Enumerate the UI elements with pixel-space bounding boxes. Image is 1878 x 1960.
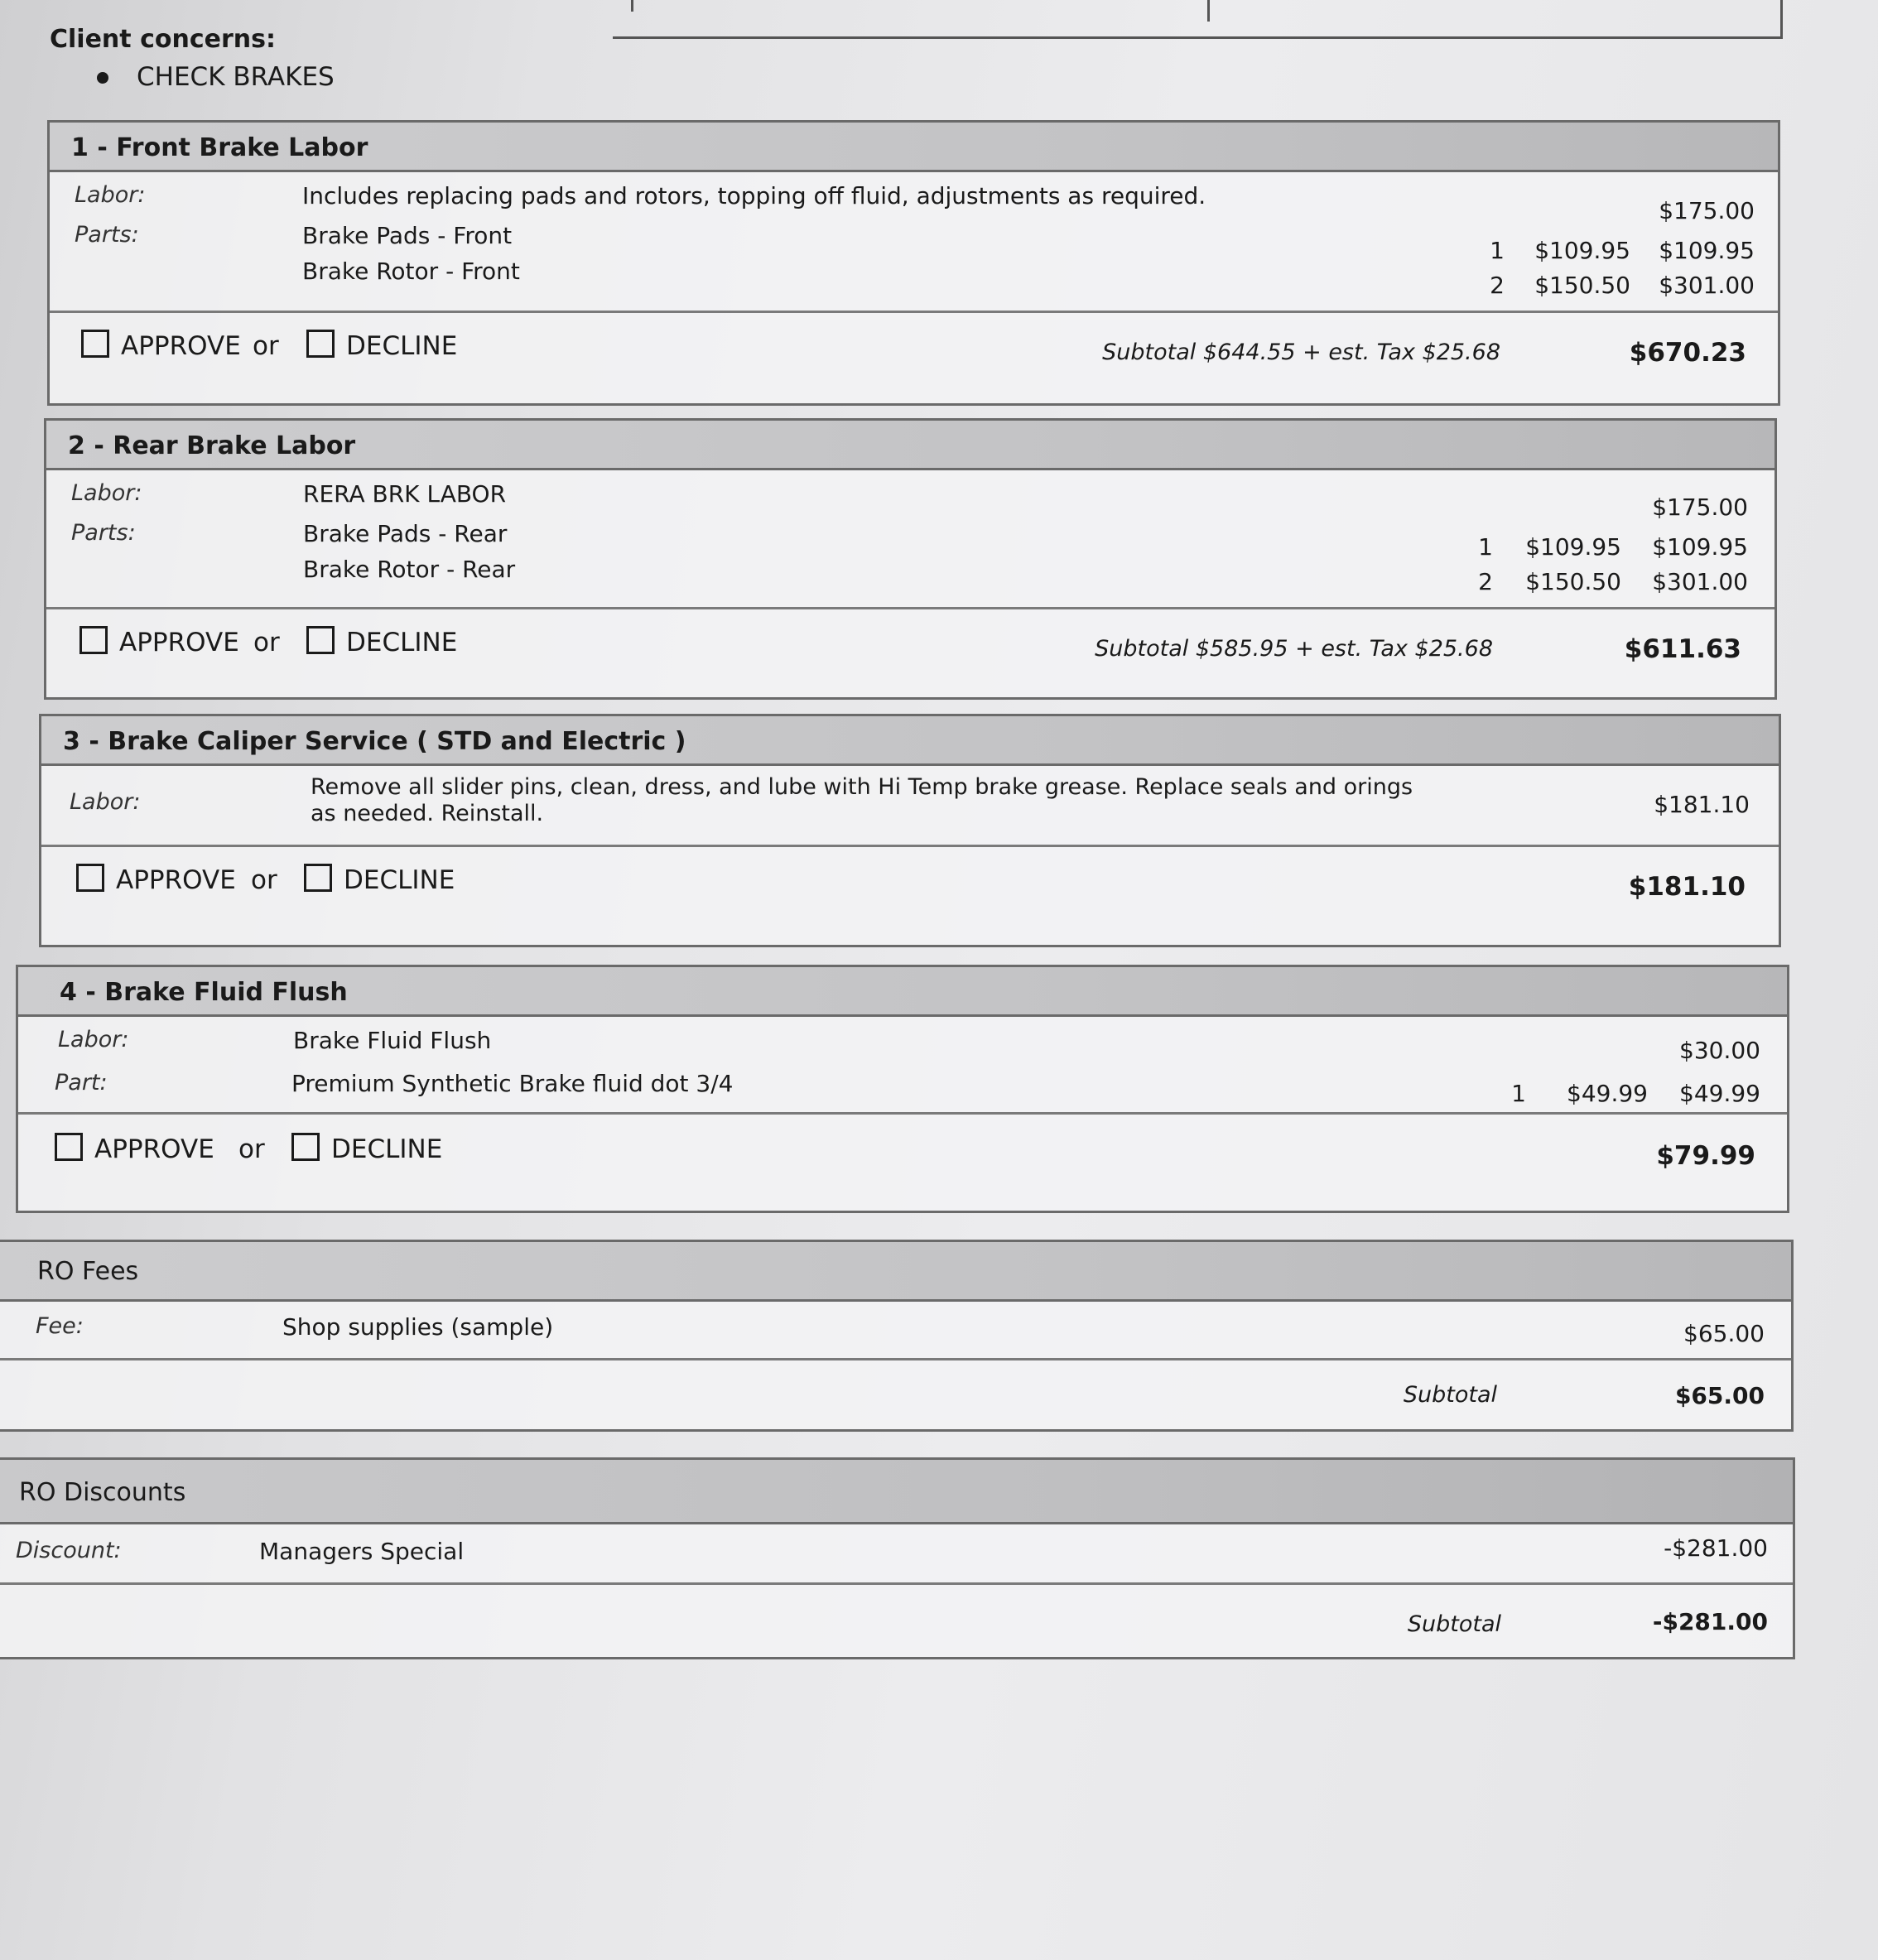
approve-label: APPROVE bbox=[119, 628, 239, 657]
job-approval-row bbox=[41, 847, 1779, 938]
job-details bbox=[46, 470, 1774, 609]
job-approval-row bbox=[46, 609, 1774, 701]
or-label: or bbox=[253, 628, 280, 657]
approve-checkbox[interactable] bbox=[79, 626, 108, 654]
decline-checkbox[interactable] bbox=[306, 330, 335, 358]
part-total: $49.99 bbox=[1679, 1080, 1760, 1107]
or-label: or bbox=[253, 331, 279, 361]
fee-label: Fee: bbox=[36, 1313, 84, 1339]
part-total: $109.95 bbox=[1652, 533, 1748, 561]
approve-label: APPROVE bbox=[94, 1134, 214, 1164]
labor-description: Includes replacing pads and rotors, topping off fluid, adjustments as required. bbox=[302, 182, 1206, 209]
job-details bbox=[18, 1017, 1787, 1115]
approve-checkbox[interactable] bbox=[55, 1133, 83, 1161]
part-total: $109.95 bbox=[1659, 237, 1755, 264]
decline-label: DECLINE bbox=[346, 628, 458, 657]
discount-amount: -$281.00 bbox=[1664, 1534, 1768, 1562]
part-unit-price: $109.95 bbox=[1534, 237, 1630, 264]
labor-label: Labor: bbox=[71, 480, 142, 506]
ro-fees-subtotal-row bbox=[0, 1360, 1791, 1431]
subtotal-label: Subtotal bbox=[1407, 1611, 1501, 1637]
column-divider bbox=[631, 0, 633, 12]
job-total: $181.10 bbox=[1628, 872, 1746, 902]
job-title: 2 - Rear Brake Labor bbox=[46, 421, 1774, 470]
parts-label: Parts: bbox=[75, 222, 139, 248]
part-qty: 2 bbox=[1490, 272, 1505, 299]
part-name: Brake Pads - Front bbox=[302, 222, 513, 249]
labor-label: Labor: bbox=[75, 182, 146, 208]
decline-label: DECLINE bbox=[331, 1134, 443, 1164]
job-front-brake-labor bbox=[47, 120, 1780, 406]
labor-price: $175.00 bbox=[1652, 494, 1748, 521]
part-name: Brake Rotor - Rear bbox=[303, 556, 516, 583]
client-concern-item: CHECK BRAKES bbox=[137, 62, 335, 92]
approve-label: APPROVE bbox=[121, 331, 241, 361]
decline-checkbox[interactable] bbox=[306, 626, 335, 654]
part-qty: 2 bbox=[1478, 568, 1493, 595]
labor-price: $30.00 bbox=[1679, 1037, 1760, 1064]
ro-fees-details bbox=[0, 1302, 1791, 1360]
part-qty: 1 bbox=[1478, 533, 1493, 561]
labor-price: $175.00 bbox=[1659, 197, 1755, 224]
client-concerns-list bbox=[137, 62, 335, 92]
subtotal-label: Subtotal bbox=[1403, 1382, 1497, 1408]
job-brake-caliper-service bbox=[39, 714, 1781, 947]
discount-description: Managers Special bbox=[259, 1538, 465, 1565]
decline-label: DECLINE bbox=[346, 331, 458, 361]
part-unit-price: $150.50 bbox=[1534, 272, 1630, 299]
labor-description: RERA BRK LABOR bbox=[303, 480, 507, 508]
or-label: or bbox=[251, 865, 277, 895]
ro-discounts-subtotal-row bbox=[0, 1585, 1793, 1659]
part-name: Premium Synthetic Brake fluid dot 3/4 bbox=[291, 1070, 734, 1097]
job-brake-fluid-flush bbox=[16, 965, 1789, 1213]
job-title: 1 - Front Brake Labor bbox=[50, 123, 1778, 172]
job-approval-row bbox=[18, 1115, 1787, 1206]
job-title: 4 - Brake Fluid Flush bbox=[18, 967, 1787, 1017]
job-details bbox=[50, 172, 1778, 313]
fee-description: Shop supplies (sample) bbox=[282, 1313, 554, 1341]
part-unit-price: $49.99 bbox=[1567, 1080, 1648, 1107]
decline-checkbox[interactable] bbox=[304, 864, 332, 892]
part-label: Part: bbox=[55, 1070, 108, 1096]
decline-label: DECLINE bbox=[344, 865, 455, 895]
ro-fees-title: RO Fees bbox=[0, 1242, 1791, 1302]
labor-label: Labor: bbox=[70, 789, 141, 815]
part-unit-price: $150.50 bbox=[1525, 568, 1621, 595]
ro-fees-subtotal: $65.00 bbox=[1674, 1382, 1765, 1409]
ro-discounts-subtotal: -$281.00 bbox=[1652, 1608, 1768, 1635]
bullet-icon bbox=[97, 72, 108, 84]
job-details bbox=[41, 766, 1779, 847]
part-total: $301.00 bbox=[1659, 272, 1755, 299]
part-name: Brake Rotor - Front bbox=[302, 258, 520, 285]
ro-discounts-details bbox=[0, 1524, 1793, 1585]
labor-description: as needed. Reinstall. bbox=[311, 801, 544, 826]
subtotal-text: Subtotal $644.55 + est. Tax $25.68 bbox=[1102, 340, 1500, 365]
client-concerns bbox=[50, 25, 335, 92]
approve-checkbox[interactable] bbox=[81, 330, 109, 358]
ro-discounts-title: RO Discounts bbox=[0, 1460, 1793, 1524]
fee-amount: $65.00 bbox=[1683, 1320, 1765, 1347]
part-qty: 1 bbox=[1511, 1080, 1526, 1107]
job-title: 3 - Brake Caliper Service ( STD and Electric ) bbox=[41, 716, 1779, 766]
subtotal-text: Subtotal $585.95 + est. Tax $25.68 bbox=[1095, 636, 1493, 662]
client-concerns-label: Client concerns: bbox=[50, 25, 276, 54]
part-qty: 1 bbox=[1490, 237, 1505, 264]
approve-label: APPROVE bbox=[116, 865, 236, 895]
job-approval-row bbox=[50, 313, 1778, 404]
ro-discounts bbox=[0, 1457, 1795, 1659]
column-divider bbox=[1207, 0, 1210, 22]
part-name: Brake Pads - Rear bbox=[303, 520, 508, 547]
or-label: or bbox=[238, 1134, 265, 1164]
part-total: $301.00 bbox=[1652, 568, 1748, 595]
labor-description: Brake Fluid Flush bbox=[293, 1027, 492, 1054]
job-rear-brake-labor bbox=[44, 418, 1777, 700]
job-total: $611.63 bbox=[1624, 634, 1741, 664]
labor-description: Remove all slider pins, clean, dress, and lube with Hi Temp brake grease. Replace seals and orings bbox=[311, 774, 1413, 800]
previous-table-edge bbox=[613, 0, 1783, 39]
job-total: $79.99 bbox=[1656, 1141, 1755, 1171]
parts-label: Parts: bbox=[71, 520, 136, 546]
discount-label: Discount: bbox=[16, 1538, 122, 1563]
ro-fees bbox=[0, 1240, 1794, 1432]
approve-checkbox[interactable] bbox=[76, 864, 104, 892]
labor-price: $181.10 bbox=[1654, 791, 1750, 818]
job-total: $670.23 bbox=[1629, 338, 1746, 368]
part-unit-price: $109.95 bbox=[1525, 533, 1621, 561]
labor-label: Labor: bbox=[58, 1027, 129, 1052]
decline-checkbox[interactable] bbox=[291, 1133, 320, 1161]
